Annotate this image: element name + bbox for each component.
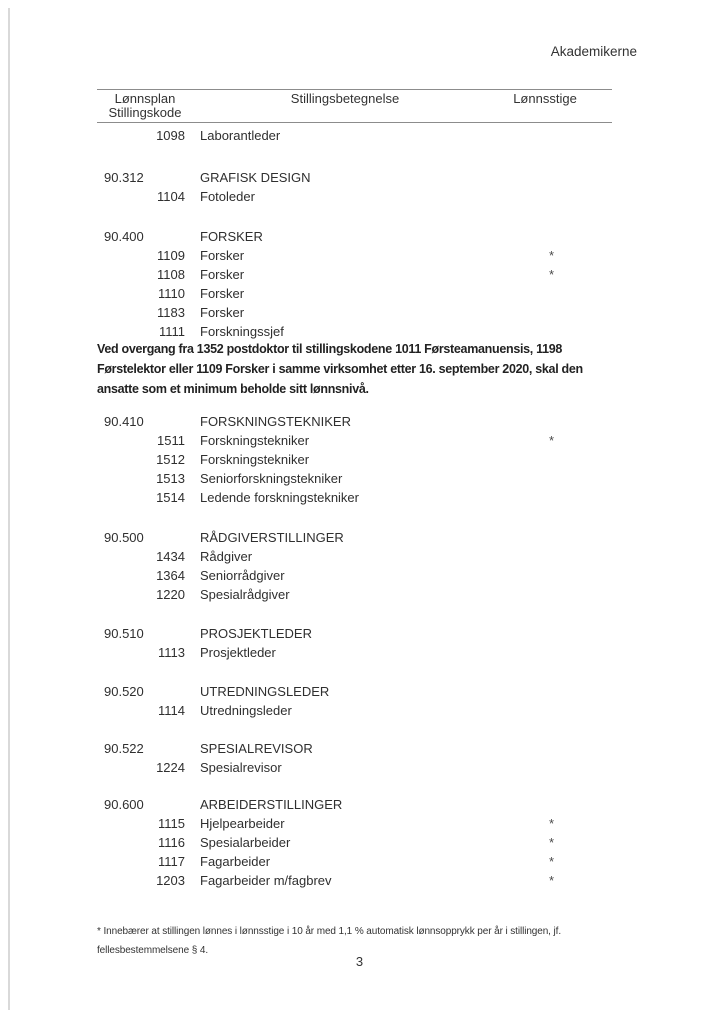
stillingskode-cell: 1203 xyxy=(156,873,185,888)
header-lonnsstige: Lønnsstige xyxy=(513,91,577,106)
lonnsstige-cell xyxy=(534,547,612,566)
header-lonnsplan-stillingskode xyxy=(97,92,193,120)
lonnsstige-cell xyxy=(534,488,612,507)
group-code: 90.522 xyxy=(104,741,144,756)
group-title: FORSKNINGSTEKNIKER xyxy=(200,414,351,429)
table-section xyxy=(97,126,612,145)
table-row xyxy=(97,643,612,662)
stillingskode-cell: 1434 xyxy=(156,549,185,564)
stillingskode-cell: 1104 xyxy=(157,189,185,204)
header-stillingsbetegnelse: Stillingsbetegnelse xyxy=(290,91,400,106)
stillingskode-cell: 1364 xyxy=(156,568,185,583)
table-section xyxy=(97,624,612,662)
stillingsbetegnelse-cell: Forskningssjef xyxy=(200,324,284,339)
table-section xyxy=(97,227,612,399)
group-row xyxy=(97,168,612,187)
stillingsbetegnelse-cell: Fotoleder xyxy=(200,189,255,204)
table-row xyxy=(97,547,612,566)
page-number: 3 xyxy=(355,954,364,969)
asterisk-footnote: * Innebærer at stillingen lønnes i lønnsstige i 10 år med 1,1 % automatisk lønnsopprykk per år i stillingen, jf. fellesbestemmelsene § 4. xyxy=(97,926,562,956)
lonnsstige-cell xyxy=(534,126,612,145)
stillingskode-cell: 1514 xyxy=(156,490,185,505)
stillingsbetegnelse-cell: Utredningsleder xyxy=(200,703,292,718)
stillingsbetegnelse-cell: Forsker xyxy=(200,248,245,263)
table-section xyxy=(97,682,612,720)
lonnsstige-cell: * xyxy=(549,854,555,869)
group-row xyxy=(97,412,612,431)
stillingsbetegnelse-cell: Seniorrådgiver xyxy=(200,568,285,583)
group-code: 90.520 xyxy=(104,684,144,699)
stillingsbetegnelse-cell: Laborantleder xyxy=(200,128,281,143)
stillingskode-cell: 1512 xyxy=(156,452,185,467)
stillingsbetegnelse-cell: Forsker xyxy=(200,286,245,301)
group-title: SPESIALREVISOR xyxy=(200,741,313,756)
group-title: PROSJEKTLEDER xyxy=(200,626,312,641)
table-row xyxy=(97,450,612,469)
group-row xyxy=(97,528,612,547)
stillingsbetegnelse-cell: Ledende forskningstekniker xyxy=(200,490,359,505)
table-row xyxy=(97,701,612,720)
table-row xyxy=(97,303,612,322)
table-row xyxy=(97,852,612,871)
table-row xyxy=(97,758,612,777)
stillingskode-cell: 1108 xyxy=(157,267,185,282)
stillingsbetegnelse-cell: Spesialrådgiver xyxy=(200,587,290,602)
lonnsstige-cell xyxy=(534,643,612,662)
group-title: GRAFISK DESIGN xyxy=(200,170,311,185)
group-row xyxy=(97,624,612,643)
table-row xyxy=(97,814,612,833)
table-row xyxy=(97,431,612,450)
table-section xyxy=(97,528,612,604)
transition-note: Ved overgang fra 1352 postdoktor til stillingskodene 1011 Førsteamanuensis, 1198 Førstelektor eller 1109 Forsker i samme virksomhet etter 16. september 2020, skal den ansatte som et minimum beholde sitt lønnsnivå. xyxy=(97,342,583,396)
group-code: 90.400 xyxy=(104,229,144,244)
group-title: UTREDNINGSLEDER xyxy=(200,684,330,699)
salary-table xyxy=(97,89,612,890)
table-row xyxy=(97,585,612,604)
group-row xyxy=(97,682,612,701)
group-title: RÅDGIVERSTILLINGER xyxy=(200,530,344,545)
table-row xyxy=(97,566,612,585)
group-code: 90.500 xyxy=(104,530,144,545)
group-row xyxy=(97,739,612,758)
header-stillingskode: Stillingskode xyxy=(108,105,182,120)
lonnsstige-cell xyxy=(534,566,612,585)
stillingskode-cell: 1511 xyxy=(157,433,185,448)
lonnsstige-cell xyxy=(534,469,612,488)
stillingsbetegnelse-cell: Fagarbeider xyxy=(200,854,271,869)
stillingskode-cell: 1117 xyxy=(158,854,185,869)
header-lonnsplan: Lønnsplan xyxy=(114,91,176,106)
group-code: 90.600 xyxy=(104,797,144,812)
stillingsbetegnelse-cell: Hjelpearbeider xyxy=(200,816,285,831)
scan-edge-line xyxy=(8,8,10,1010)
table-row xyxy=(97,469,612,488)
stillingsbetegnelse-cell: Spesialrevisor xyxy=(200,760,282,775)
table-row xyxy=(97,871,612,890)
group-code: 90.312 xyxy=(104,170,144,185)
stillingsbetegnelse-cell: Forsker xyxy=(200,305,245,320)
table-row xyxy=(97,126,612,145)
org-name: Akademikerne xyxy=(550,44,637,59)
stillingskode-cell: 1113 xyxy=(158,645,185,660)
stillingskode-cell: 1110 xyxy=(158,286,185,301)
stillingskode-cell: 1098 xyxy=(156,128,185,143)
table-header-row xyxy=(97,89,612,123)
group-row xyxy=(97,227,612,246)
table-row xyxy=(97,265,612,284)
group-row xyxy=(97,795,612,814)
lonnsstige-cell: * xyxy=(549,433,555,448)
lonnsstige-cell: * xyxy=(549,873,555,888)
stillingsbetegnelse-cell: Forskningstekniker xyxy=(200,433,310,448)
stillingskode-cell: 1114 xyxy=(158,703,185,718)
table-row xyxy=(97,246,612,265)
stillingskode-cell: 1116 xyxy=(158,835,185,850)
stillingskode-cell: 1220 xyxy=(156,587,185,602)
stillingskode-cell: 1111 xyxy=(158,324,185,339)
table-section xyxy=(97,739,612,777)
table-row xyxy=(97,187,612,206)
lonnsstige-cell xyxy=(534,187,612,206)
table-row xyxy=(97,833,612,852)
lonnsstige-cell xyxy=(534,303,612,322)
stillingsbetegnelse-cell: Seniorforskningstekniker xyxy=(200,471,343,486)
group-title: FORSKER xyxy=(200,229,263,244)
stillingsbetegnelse-cell: Prosjektleder xyxy=(200,645,276,660)
lonnsstige-cell: * xyxy=(549,248,555,263)
lonnsstige-cell xyxy=(534,450,612,469)
group-code: 90.510 xyxy=(104,626,144,641)
lonnsstige-cell xyxy=(534,585,612,604)
lonnsstige-cell xyxy=(534,284,612,303)
stillingskode-cell: 1109 xyxy=(157,248,185,263)
group-title: ARBEIDERSTILLINGER xyxy=(200,797,343,812)
stillingskode-cell: 1115 xyxy=(158,816,185,831)
stillingsbetegnelse-cell: Fagarbeider m/fagbrev xyxy=(200,873,332,888)
table-section xyxy=(97,412,612,507)
stillingskode-cell: 1183 xyxy=(157,305,185,320)
lonnsstige-cell: * xyxy=(549,835,555,850)
stillingsbetegnelse-cell: Forskningstekniker xyxy=(200,452,310,467)
stillingskode-cell: 1224 xyxy=(156,760,185,775)
group-code: 90.410 xyxy=(104,414,144,429)
stillingskode-cell: 1513 xyxy=(156,471,185,486)
table-section xyxy=(97,795,612,890)
lonnsstige-cell: * xyxy=(549,816,555,831)
lonnsstige-cell: * xyxy=(549,267,555,282)
table-row xyxy=(97,284,612,303)
stillingsbetegnelse-cell: Spesialarbeider xyxy=(200,835,291,850)
lonnsstige-cell xyxy=(534,701,612,720)
stillingsbetegnelse-cell: Rådgiver xyxy=(200,549,253,564)
table-row xyxy=(97,488,612,507)
lonnsstige-cell xyxy=(534,758,612,777)
table-section xyxy=(97,168,612,206)
stillingsbetegnelse-cell: Forsker xyxy=(200,267,245,282)
